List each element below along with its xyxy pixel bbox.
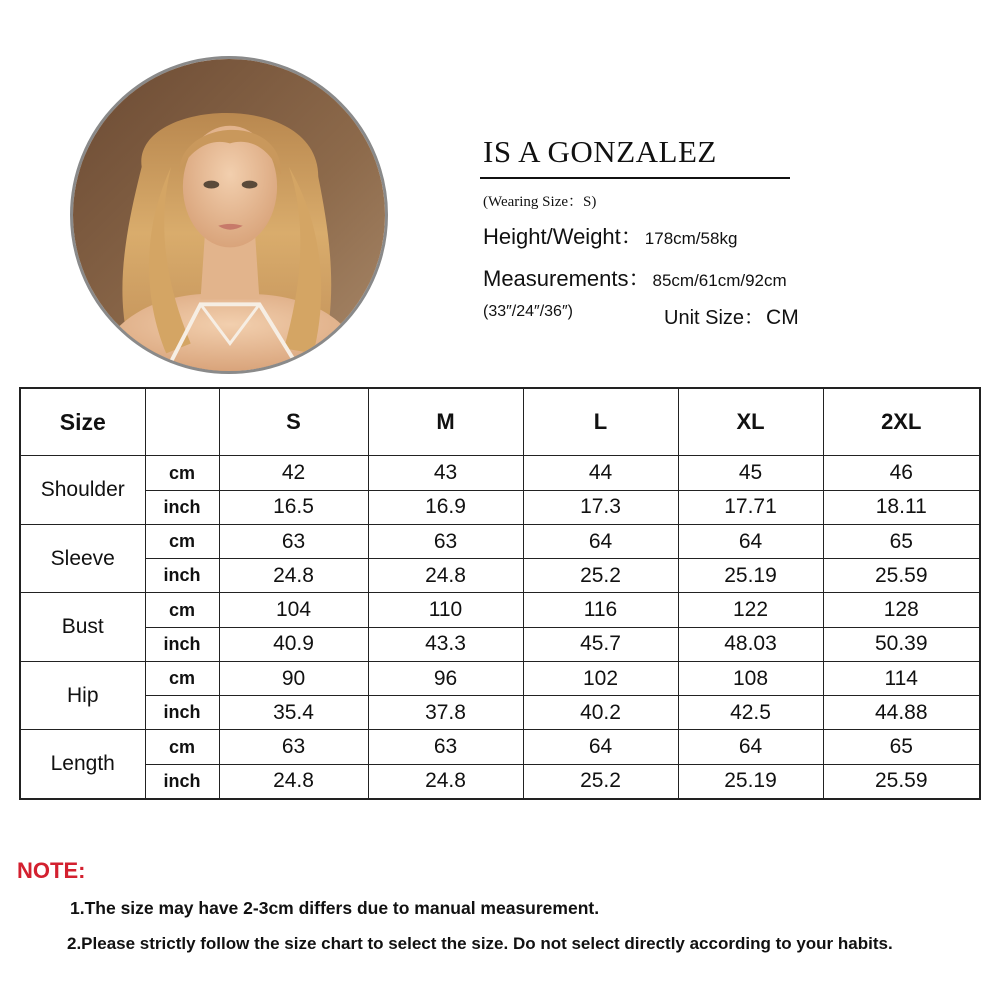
size-col-header: M [368, 388, 523, 456]
table-cell-cm: 63 [368, 524, 523, 558]
unit-label-inch: inch [145, 764, 219, 799]
unit-label-inch: inch [145, 559, 219, 593]
model-photo [70, 56, 388, 374]
size-col-header: L [523, 388, 678, 456]
table-cell-inch: 16.5 [219, 490, 368, 524]
table-cell-inch: 40.2 [523, 696, 678, 730]
unit-label-cm: cm [145, 661, 219, 695]
unit-header-blank [145, 388, 219, 456]
table-cell-cm: 110 [368, 593, 523, 627]
size-col-header: S [219, 388, 368, 456]
table-cell-inch: 25.2 [523, 559, 678, 593]
table-cell-inch: 45.7 [523, 627, 678, 661]
table-cell-cm: 114 [823, 661, 980, 695]
table-cell-cm: 128 [823, 593, 980, 627]
measure-label: Length [20, 730, 145, 799]
size-header: Size [20, 388, 145, 456]
measure-label: Sleeve [20, 524, 145, 593]
table-header-row [20, 388, 980, 456]
table-cell-inch: 24.8 [219, 559, 368, 593]
table-cell-inch: 24.8 [219, 764, 368, 799]
table-cell-cm: 63 [219, 730, 368, 764]
unit-label-cm: cm [145, 593, 219, 627]
table-cell-cm: 116 [523, 593, 678, 627]
table-cell-cm: 64 [523, 730, 678, 764]
table-cell-cm: 63 [219, 524, 368, 558]
table-cell-cm: 104 [219, 593, 368, 627]
table-cell-inch: 24.8 [368, 764, 523, 799]
table-cell-cm: 64 [678, 730, 823, 764]
table-cell-inch: 24.8 [368, 559, 523, 593]
wearing-size: (Wearing Size：S) [483, 194, 597, 210]
table-cell-inch: 25.59 [823, 764, 980, 799]
table-cell-cm: 44 [523, 456, 678, 490]
table-cell-cm: 65 [823, 524, 980, 558]
table-cell-inch: 17.71 [678, 490, 823, 524]
model-name: IS A GONZALEZ [483, 134, 717, 169]
table-cell-inch: 40.9 [219, 627, 368, 661]
table-cell-cm: 64 [678, 524, 823, 558]
measure-label: Bust [20, 593, 145, 662]
table-cell-inch: 44.88 [823, 696, 980, 730]
unit-size [664, 301, 799, 330]
measurements-inch: (33″/24″/36″) [483, 303, 573, 320]
table-cell-inch: 43.3 [368, 627, 523, 661]
unit-label-inch: inch [145, 696, 219, 730]
measurements [483, 262, 787, 293]
table-row [20, 456, 980, 490]
table-row [20, 627, 980, 661]
table-row [20, 764, 980, 799]
table-row [20, 524, 980, 558]
unit-size-label: Unit Size： [664, 307, 765, 329]
measure-label: Hip [20, 661, 145, 730]
table-cell-inch: 18.11 [823, 490, 980, 524]
note-item: 1.The size may have 2-3cm differs due to manual measurement. [70, 898, 600, 918]
table-cell-inch: 25.2 [523, 764, 678, 799]
height-weight-value: 178cm/58kg [644, 229, 738, 248]
table-cell-inch: 25.19 [678, 764, 823, 799]
table-row [20, 490, 980, 524]
table-cell-cm: 108 [678, 661, 823, 695]
size-col-header: XL [678, 388, 823, 456]
note-title: NOTE: [17, 858, 86, 883]
table-cell-inch: 17.3 [523, 490, 678, 524]
table-cell-cm: 90 [219, 661, 368, 695]
unit-label-cm: cm [145, 730, 219, 764]
unit-label-cm: cm [145, 456, 219, 490]
table-row [20, 661, 980, 695]
table-row [20, 730, 980, 764]
table-cell-cm: 65 [823, 730, 980, 764]
table-row [20, 559, 980, 593]
unit-size-value: CM [766, 306, 799, 329]
table-cell-cm: 46 [823, 456, 980, 490]
measure-label: Shoulder [20, 456, 145, 525]
table-row [20, 696, 980, 730]
unit-label-inch: inch [145, 627, 219, 661]
table-cell-cm: 42 [219, 456, 368, 490]
table-cell-cm: 45 [678, 456, 823, 490]
table-cell-inch: 25.19 [678, 559, 823, 593]
height-weight-label: Height/Weight： [483, 224, 643, 249]
table-cell-inch: 42.5 [678, 696, 823, 730]
table-cell-cm: 102 [523, 661, 678, 695]
unit-label-inch: inch [145, 490, 219, 524]
size-col-header: 2XL [823, 388, 980, 456]
table-cell-inch: 16.9 [368, 490, 523, 524]
table-row [20, 593, 980, 627]
table-cell-inch: 37.8 [368, 696, 523, 730]
table-cell-cm: 64 [523, 524, 678, 558]
measurements-label: Measurements： [483, 266, 651, 291]
table-cell-inch: 35.4 [219, 696, 368, 730]
size-chart-table [19, 387, 981, 800]
table-cell-cm: 96 [368, 661, 523, 695]
model-portrait-illustration [73, 59, 385, 371]
table-cell-cm: 63 [368, 730, 523, 764]
table-cell-cm: 43 [368, 456, 523, 490]
table-cell-inch: 48.03 [678, 627, 823, 661]
unit-label-cm: cm [145, 524, 219, 558]
table-cell-inch: 25.59 [823, 559, 980, 593]
table-cell-inch: 50.39 [823, 627, 980, 661]
name-divider [480, 177, 790, 179]
height-weight [483, 220, 737, 251]
measurements-value: 85cm/61cm/92cm [652, 271, 787, 290]
note-item: 2.Please strictly follow the size chart to select the size. Do not select directly according to your habits. [67, 934, 893, 953]
table-cell-cm: 122 [678, 593, 823, 627]
